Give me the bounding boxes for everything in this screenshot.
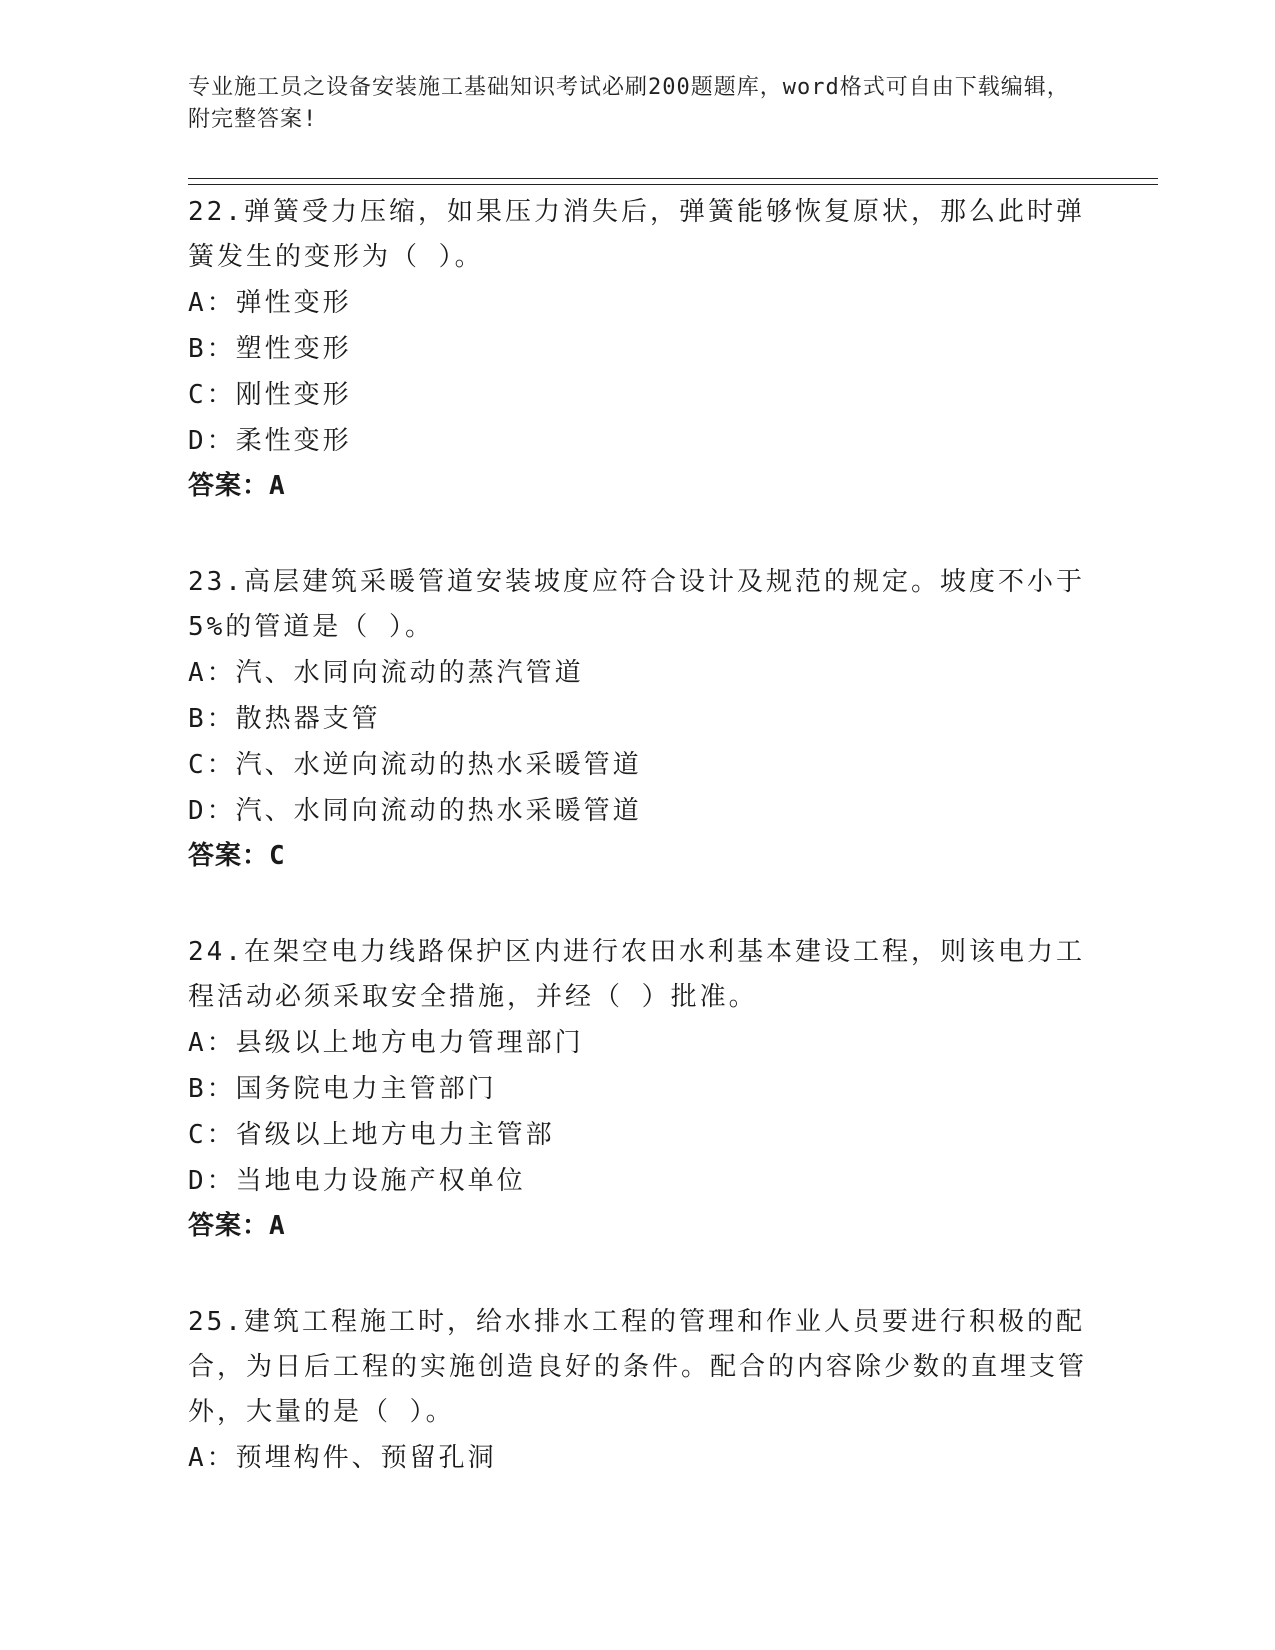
option-a: A：弹性变形: [188, 288, 352, 318]
option-list: [188, 1435, 1088, 1481]
answer-line: 答案：A: [188, 471, 286, 501]
question-stem: 22.弹簧受力压缩，如果压力消失后，弹簧能够恢复原状，那么此时弹簧发生的变形为（ ）。: [188, 197, 1085, 272]
question-stem: 24.在架空电力线路保护区内进行农田水利基本建设工程，则该电力工程活动必须采取安全措施，并经（ ）批准。: [188, 937, 1085, 1012]
question-stem: 25.建筑工程施工时，给水排水工程的管理和作业人员要进行积极的配合，为日后工程的实施创造良好的条件。配合的内容除少数的直埋支管外，大量的是（ ）。: [188, 1307, 1088, 1427]
option-c: C：省级以上地方电力主管部: [188, 1120, 555, 1150]
option-b: B：国务院电力主管部门: [188, 1074, 497, 1104]
question-24: [188, 930, 1088, 1248]
answer-line: 答案：C: [188, 841, 286, 871]
option-d: D：柔性变形: [188, 426, 352, 456]
answer-line: 答案：A: [188, 1211, 286, 1241]
option-d: D：当地电力设施产权单位: [188, 1166, 526, 1196]
header-divider-bottom: [188, 184, 1158, 185]
option-b: B：塑性变形: [188, 334, 352, 364]
question-25: [188, 1300, 1088, 1481]
option-a: A：县级以上地方电力管理部门: [188, 1028, 584, 1058]
header-divider-top: [188, 178, 1158, 179]
option-a: A：预埋构件、预留孔洞: [188, 1443, 497, 1473]
option-a: A：汽、水同向流动的蒸汽管道: [188, 658, 584, 688]
option-b: B：散热器支管: [188, 704, 381, 734]
option-list: [188, 1020, 1088, 1204]
option-d: D：汽、水同向流动的热水采暖管道: [188, 796, 642, 826]
question-list: [188, 190, 1088, 1533]
document-header-title: 专业施工员之设备安装施工基础知识考试必刷200题题库，word格式可自由下载编辑，附完整答案!: [188, 75, 1070, 132]
option-c: C：刚性变形: [188, 380, 352, 410]
question-23: [188, 560, 1088, 878]
option-list: [188, 280, 1088, 464]
question-22: [188, 190, 1088, 508]
option-list: [188, 650, 1088, 834]
option-c: C：汽、水逆向流动的热水采暖管道: [188, 750, 642, 780]
question-stem: 23.高层建筑采暖管道安装坡度应符合设计及规范的规定。坡度不小于5%的管道是（ ）。: [188, 567, 1085, 642]
